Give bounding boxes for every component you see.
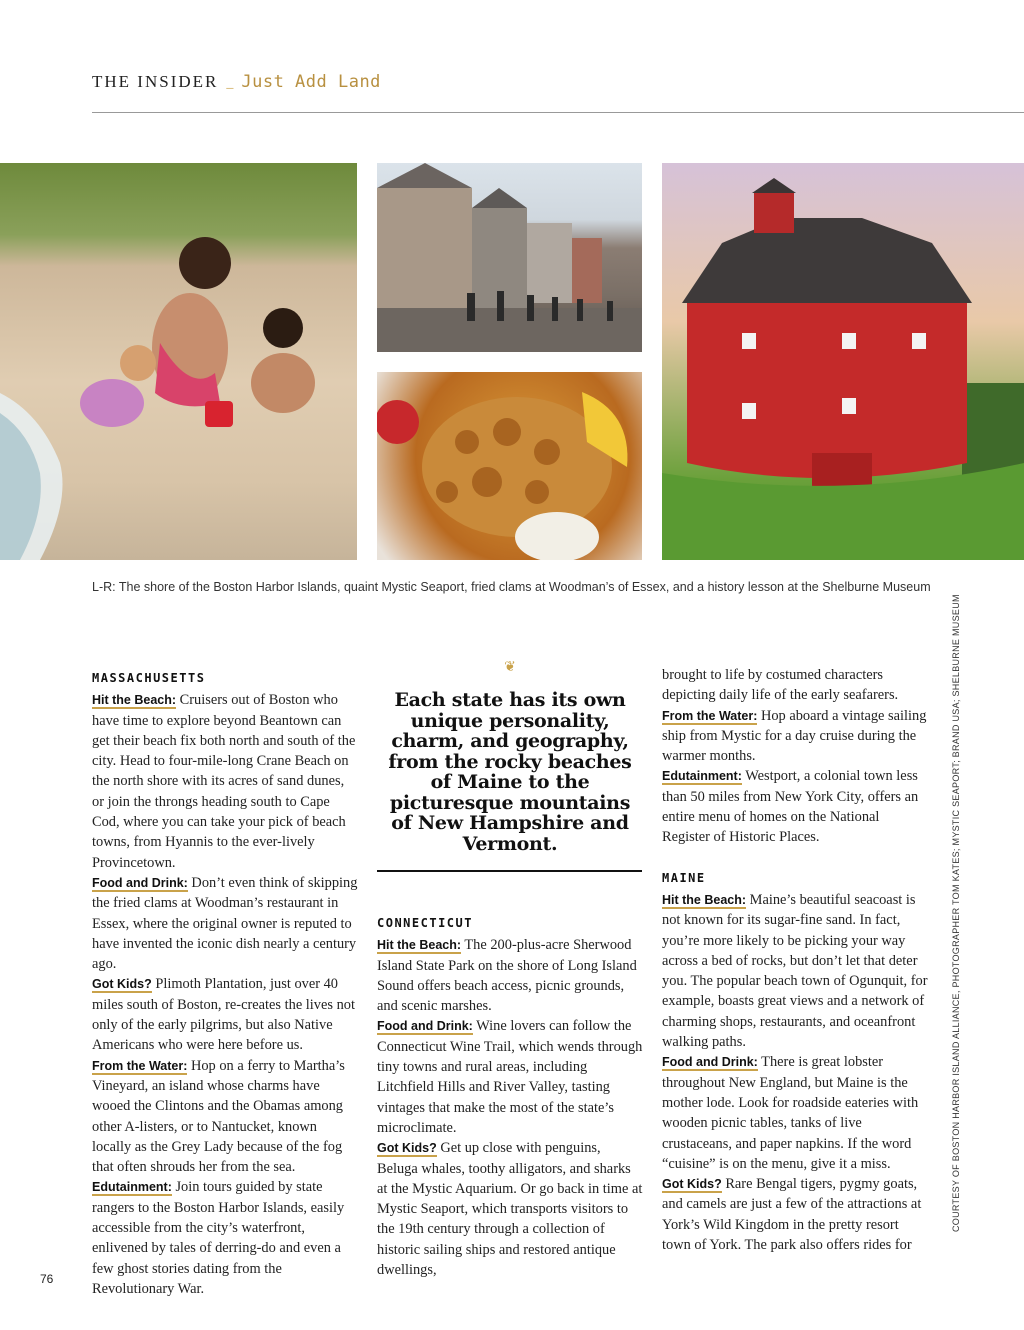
label-food-and-drink: Food and Drink:	[92, 875, 188, 890]
paragraph-ct-beach	[377, 935, 643, 1016]
label-hit-the-beach: Hit the Beach:	[92, 693, 177, 708]
pull-quote	[377, 660, 643, 854]
photo-caption: L-R: The shore of the Boston Harbor Islands, quaint Mystic Seaport, fried clams at Woodman’s of Essex, and a history lesson at the Shelburne Museum	[92, 580, 931, 594]
paragraph-ma-kids	[92, 974, 358, 1055]
text-ma-kids: Plimoth Plantation, just over 40 miles south of Boston, re-creates the lives not only of the early pilgrims, but also Native Americans who were here before us.	[92, 976, 355, 1054]
label-got-kids: Got Kids?	[92, 977, 152, 992]
label-got-kids: Got Kids?	[377, 1141, 437, 1156]
text-ct-beach: The 200-plus-acre Sherwood Island State Park on the shore of Long Island Sound offers beach access, picnic grounds, and scenic marshes.	[377, 937, 637, 1015]
paragraph-ma-beach	[92, 690, 358, 873]
section-title: THE INSIDER	[92, 72, 219, 91]
column-connecticut-maine	[662, 665, 928, 1255]
text-ma-water: Hop on a ferry to Martha’s Vineyard, an island whose charms have wooed the Clintons and the Obamas among other A-listers, or to Nantucket, known locally as the Grey Lady because of the fog that often shrouds her from the sea.	[92, 1057, 345, 1176]
state-heading-connecticut: CONNECTICUT	[377, 916, 473, 930]
column-massachusetts	[92, 668, 358, 1299]
photo-shelburne-round-barn	[662, 163, 1024, 560]
paragraph-ma-water	[92, 1056, 358, 1178]
pull-quote-rule	[377, 870, 642, 872]
paragraph-ct-kids	[377, 1138, 643, 1280]
paragraph-me-beach	[662, 890, 928, 1052]
photo-boston-harbor-beach	[0, 163, 357, 560]
text-ma-edu: Join tours guided by state rangers to the Boston Harbor Islands, easily accessible from the city’s waterfront, enlivened by tales of derring-do and even a few ghost stories dating from the Revolutionary War.	[92, 1179, 345, 1297]
paragraph-ct-water	[662, 706, 928, 767]
text-ma-beach: Cruisers out of Boston who have time to explore beyond Beantown can get their beach fix both north and south of the city. Head to four-mile-long Crane Beach on the north shore with its acres of sand dunes, or join the throngs heading south to Cape Cod, where you can take your pick of beach towns, from Hyannis to the ever-lively Provincetown.	[92, 692, 356, 871]
label-edutainment: Edutainment:	[662, 769, 742, 784]
label-from-the-water: From the Water:	[92, 1058, 188, 1073]
text-me-food: There is great lobster throughout New England, but Maine is the mother lode. Look for roadside eateries with wooden picnic tables, tanks of live crustaceans, and paper napkins. If the word “cuisine” is on the menu, give it a miss.	[662, 1054, 919, 1172]
text-ct-food: Wine lovers can follow the Connecticut Wine Trail, which wends through tiny towns and rural areas, including Litchfield Hills and River Valley, tasting vintages that make the most of the state’s microclimate.	[377, 1018, 643, 1136]
text-me-kids: Rare Bengal tigers, pygmy goats, and camels are just a few of the attractions at York’s Wild Kingdom in the pretty resort town of York. The park also offers rides for	[662, 1176, 922, 1254]
header-rule	[92, 112, 1024, 113]
state-heading-maine: MAINE	[662, 870, 706, 885]
paragraph-ct-edu	[662, 766, 928, 847]
text-me-beach: Maine’s beautiful seacoast is not known for its sugar-fine sand. In fact, you’re more likely to be picking your way across a bed of rocks, but don’t let that deter you. The popular beach town of Ogunquit, for example, boasts great views and a network of charming shops, restaurants, and oceanfront walking paths.	[662, 891, 928, 1051]
state-heading-massachusetts: MASSACHUSETTS	[92, 671, 206, 685]
label-got-kids: Got Kids?	[662, 1177, 722, 1192]
paragraph-me-food	[662, 1052, 928, 1174]
photo-fried-clams	[377, 372, 642, 560]
section-spacer	[662, 848, 928, 868]
paragraph-ct-continued: brought to life by costumed characters depicting daily life of the early seafarers.	[662, 667, 899, 704]
page-header	[92, 72, 381, 92]
paragraph-ma-edu	[92, 1177, 358, 1299]
page-number: 76	[40, 1272, 54, 1286]
photo-mystic-seaport	[377, 163, 642, 352]
text-ct-water: Hop aboard a vintage sailing ship from Mystic for a day cruise during the warmer months.	[662, 707, 927, 765]
label-from-the-water: From the Water:	[662, 708, 758, 723]
label-edutainment: Edutainment:	[92, 1180, 172, 1195]
section-subtitle: Just Add Land	[241, 72, 381, 92]
photo-credit: COURTESY OF BOSTON HARBOR ISLAND ALLIANCE, PHOTOGRAPHER TOM KATES; MYSTIC SEAPORT; BRAND USA; SHELBURNE MUSEUM	[951, 594, 961, 1232]
text-ma-food: Don’t even think of skipping the fried clams at Woodman’s restaurant in Essex, where the original owner is reputed to have invented the iconic dish nearly a century ago.	[92, 874, 358, 973]
paragraph-ma-food	[92, 873, 358, 974]
label-food-and-drink: Food and Drink:	[377, 1019, 473, 1034]
paragraph-ct-food	[377, 1016, 643, 1138]
text-ct-edu: Westport, a colonial town less than 50 miles from New York City, offers an entire menu of homes on the National Register of Historic Places.	[662, 768, 919, 846]
paragraph-me-kids	[662, 1174, 928, 1255]
label-food-and-drink: Food and Drink:	[662, 1055, 758, 1070]
header-separator: _	[226, 76, 234, 91]
label-hit-the-beach: Hit the Beach:	[662, 892, 747, 907]
ornament-icon: ❦	[504, 659, 516, 675]
text-ct-kids: Get up close with penguins, Beluga whales, toothy alligators, and sharks at the Mystic Aquarium. Or go back in time at Mystic Seaport, which transports visitors to the 19th century through a collection of historic sailing ships and restored antique dwellings,	[377, 1140, 643, 1279]
column-connecticut	[377, 913, 643, 1280]
pull-quote-text: Each state has its own unique personality, charm, and geography, from the rocky beaches of Maine to the picturesque mountains of New Hampshire and Vermont.	[388, 689, 632, 855]
label-hit-the-beach: Hit the Beach:	[377, 938, 462, 953]
